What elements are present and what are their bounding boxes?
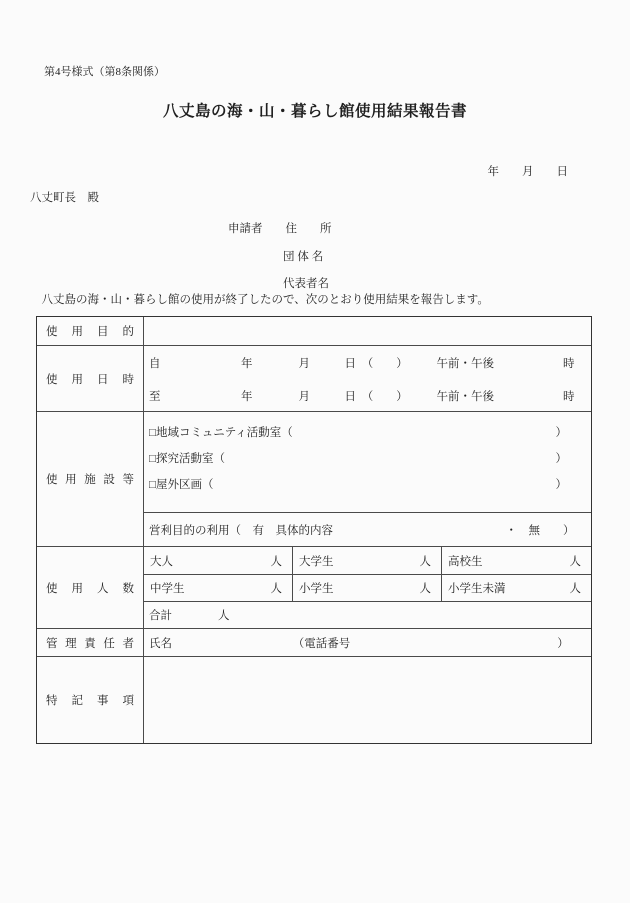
datetime-label-cell: [37, 346, 144, 411]
people-unit: 人: [419, 583, 431, 595]
people-label-cell: [37, 547, 144, 628]
facility-row-community-room: [144, 419, 591, 445]
purpose-label: 使用目的: [46, 326, 134, 338]
checkbox-icon: □: [149, 453, 156, 465]
facilities-label-cell: [37, 412, 144, 546]
purpose-label-cell: [37, 317, 144, 345]
manager-label-cell: [37, 629, 144, 656]
people-cell-university: [293, 547, 442, 574]
manager-label: 管理責任者: [46, 637, 134, 650]
table-row-facilities: [37, 412, 591, 547]
facility-row-inquiry-room: [144, 445, 591, 471]
people-category: 大学生: [299, 555, 334, 568]
form-number: 第4号様式（第8条関係）: [44, 66, 165, 78]
people-label: 使用人数: [46, 582, 134, 595]
table-row-purpose: [37, 317, 591, 346]
people-cell-highschool: [442, 547, 591, 574]
checkbox-icon: □: [149, 427, 156, 439]
notes-value-cell: [144, 657, 591, 743]
people-total-line: 合計 人: [149, 610, 230, 622]
people-cell-elementary: [293, 575, 442, 601]
facility-left: [149, 424, 293, 440]
people-row-1: [144, 547, 591, 575]
manager-name-phone-line: 氏名 （電話番号 ）: [149, 637, 569, 650]
checkbox-icon: □: [149, 479, 156, 491]
applicant-block: [228, 216, 332, 299]
report-table: [36, 316, 592, 744]
commercial-use-line: 営利目的の利用（ 有 具体的内容 ・ 無 ）: [144, 512, 591, 546]
facilities-value-cell: [144, 412, 591, 546]
table-row-datetime: [37, 346, 591, 412]
people-row-2: [144, 575, 591, 602]
facility-options-area: [144, 412, 591, 512]
facility-row-outdoor-area: [144, 471, 591, 497]
table-row-notes: [37, 657, 591, 743]
addressee: 八丈町長 殿: [30, 192, 99, 204]
paren-close: ）: [555, 479, 567, 491]
applicant-address-line: 申請者 住 所: [228, 223, 332, 235]
people-cell-juniorhigh: [144, 575, 293, 601]
facilities-label: 使用施設等: [46, 474, 134, 486]
people-cell-adult: [144, 547, 293, 574]
facility-name: 地域コミュニティ活動室（: [155, 427, 293, 439]
people-unit: 人: [270, 555, 282, 568]
facility-name: 屋外区画（: [155, 479, 214, 491]
people-category: 中学生: [150, 583, 185, 595]
notes-label: 特記事項: [46, 695, 134, 707]
facility-left: [149, 476, 213, 492]
people-category: 小学生未満: [448, 583, 506, 595]
intro-sentence: 八丈島の海・山・暮らし館の使用が終了したので、次のとおり使用結果を報告します。: [30, 294, 489, 306]
datetime-value-cell: [144, 346, 591, 411]
people-value-cell: [144, 547, 591, 628]
people-category: 小学生: [299, 583, 334, 595]
people-unit: 人: [569, 583, 581, 595]
datetime-label: 使用日時: [46, 373, 134, 386]
people-cell-preschool: [442, 575, 591, 601]
paren-close: ）: [555, 453, 567, 465]
people-unit: 人: [419, 555, 431, 568]
people-category: 高校生: [448, 555, 483, 568]
applicant-representative-line: 代表者名: [283, 278, 329, 290]
paren-close: ）: [555, 427, 567, 439]
applicant-group-name-line: 団 体 名: [283, 250, 324, 263]
page-title: 八丈島の海・山・暮らし館使用結果報告書: [162, 103, 467, 120]
datetime-from-line: 自 年 月 日 （ ） 午前・午後 時: [149, 357, 575, 370]
notes-label-cell: [37, 657, 144, 743]
table-row-people: [37, 547, 591, 629]
purpose-value-cell: [144, 317, 591, 345]
people-category: 大人: [150, 555, 173, 568]
manager-value-cell: [144, 629, 591, 656]
table-row-manager: [37, 629, 591, 657]
facility-name: 探究活動室（: [155, 453, 225, 465]
facility-left: [149, 450, 225, 466]
datetime-to-line: 至 年 月 日 （ ） 午前・午後 時: [149, 390, 575, 403]
date-line: 年 月 日: [487, 166, 568, 178]
people-unit: 人: [270, 583, 282, 595]
people-unit: 人: [569, 555, 581, 568]
